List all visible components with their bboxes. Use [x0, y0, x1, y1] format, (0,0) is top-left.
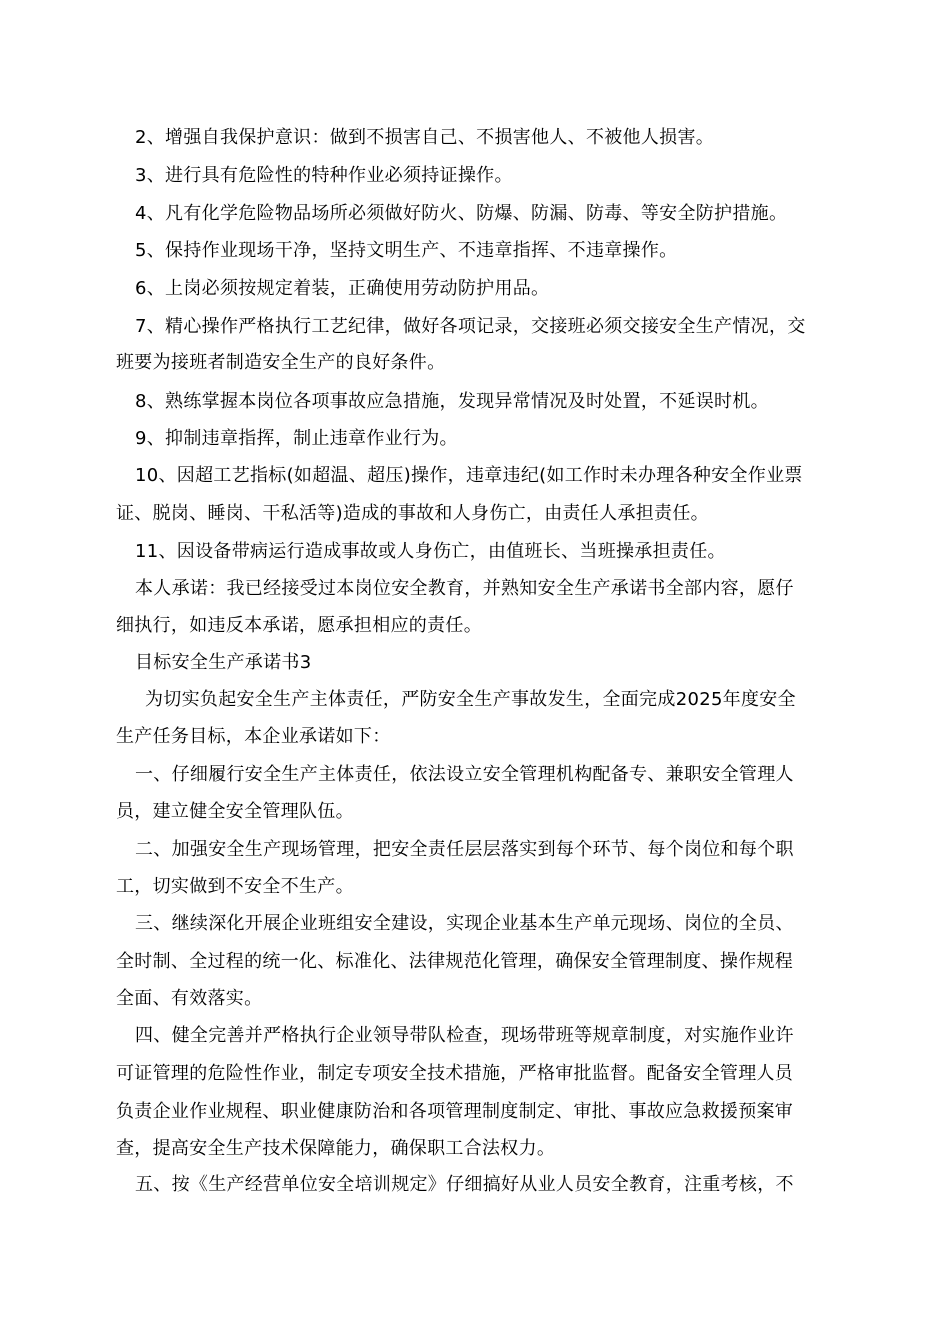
section-title: 目标安全生产承诺书3 [135, 652, 312, 673]
text-line-14: 细执行，如违反本承诺，愿承担相应的责任。 [116, 615, 482, 636]
text-line-1: 2、增强自我保护意识：做到不损害自己、不损害他人、不被他人损害。 [135, 127, 715, 148]
text-line-16: 为切实负起安全生产主体责任，严防安全生产事故发生，全面完成2025年度安全 [145, 689, 796, 710]
text-line-24: 全面、有效落实。 [116, 988, 263, 1009]
text-line-4: 5、保持作业现场干净，坚持文明生产、不违章指挥、不违章操作。 [135, 240, 678, 261]
text-line-28: 查，提高安全生产技术保障能力，确保职工合法权力。 [116, 1138, 556, 1159]
text-line-17: 生产任务目标，本企业承诺如下： [116, 726, 391, 747]
text-line-5: 6、上岗必须按规定着装，正确使用劳动防护用品。 [135, 278, 550, 299]
text-line-11: 证、脱岗、睡岗、干私活等)造成的事故和人身伤亡，由责任人承担责任。 [116, 503, 709, 524]
text-line-22: 三、继续深化开展企业班组安全建设，实现企业基本生产单元现场、岗位的全员、 [135, 913, 794, 934]
text-line-2: 3、进行具有危险性的特种作业必须持证操作。 [135, 165, 513, 186]
text-line-25: 四、健全完善并严格执行企业领导带队检查，现场带班等规章制度，对实施作业许 [135, 1025, 794, 1046]
text-line-23: 全时制、全过程的统一化、标准化、法律规范化管理，确保安全管理制度、操作规程 [116, 951, 794, 972]
text-line-27: 负责企业作业规程、职业健康防治和各项管理制度制定、审批、事故应急救援预案审 [116, 1101, 794, 1122]
text-line-10: 10、因超工艺指标(如超温、超压)操作，违章违纪(如工作时未办理各种安全作业票 [135, 465, 803, 486]
text-line-9: 9、抑制违章指挥，制止违章作业行为。 [135, 428, 458, 449]
text-line-21: 工，切实做到不安全不生产。 [116, 876, 354, 897]
text-line-29: 五、按《生产经营单位安全培训规定》仔细搞好从业人员安全教育，注重考核，不 [135, 1174, 794, 1195]
text-line-18: 一、仔细履行安全生产主体责任，依法设立安全管理机构配备专、兼职安全管理人 [135, 764, 794, 785]
text-line-13: 本人承诺：我已经接受过本岗位安全教育，并熟知安全生产承诺书全部内容，愿仔 [135, 578, 794, 599]
text-line-3: 4、凡有化学危险物品场所必须做好防火、防爆、防漏、防毒、等安全防护措施。 [135, 203, 788, 224]
text-line-7: 班要为接班者制造安全生产的良好条件。 [116, 352, 446, 373]
text-line-19: 员，建立健全安全管理队伍。 [116, 801, 354, 822]
text-line-6: 7、精心操作严格执行工艺纪律，做好各项记录，交接班必须交接安全生产情况，交 [135, 316, 806, 337]
text-line-8: 8、熟练掌握本岗位各项事故应急措施，发现异常情况及时处置，不延误时机。 [135, 391, 769, 412]
text-line-12: 11、因设备带病运行造成事故或人身伤亡，由值班长、当班操承担责任。 [135, 541, 726, 562]
text-line-20: 二、加强安全生产现场管理，把安全责任层层落实到每个环节、每个岗位和每个职 [135, 839, 794, 860]
text-line-26: 可证管理的危险性作业，制定专项安全技术措施，严格审批监督。配备安全管理人员 [116, 1063, 794, 1084]
